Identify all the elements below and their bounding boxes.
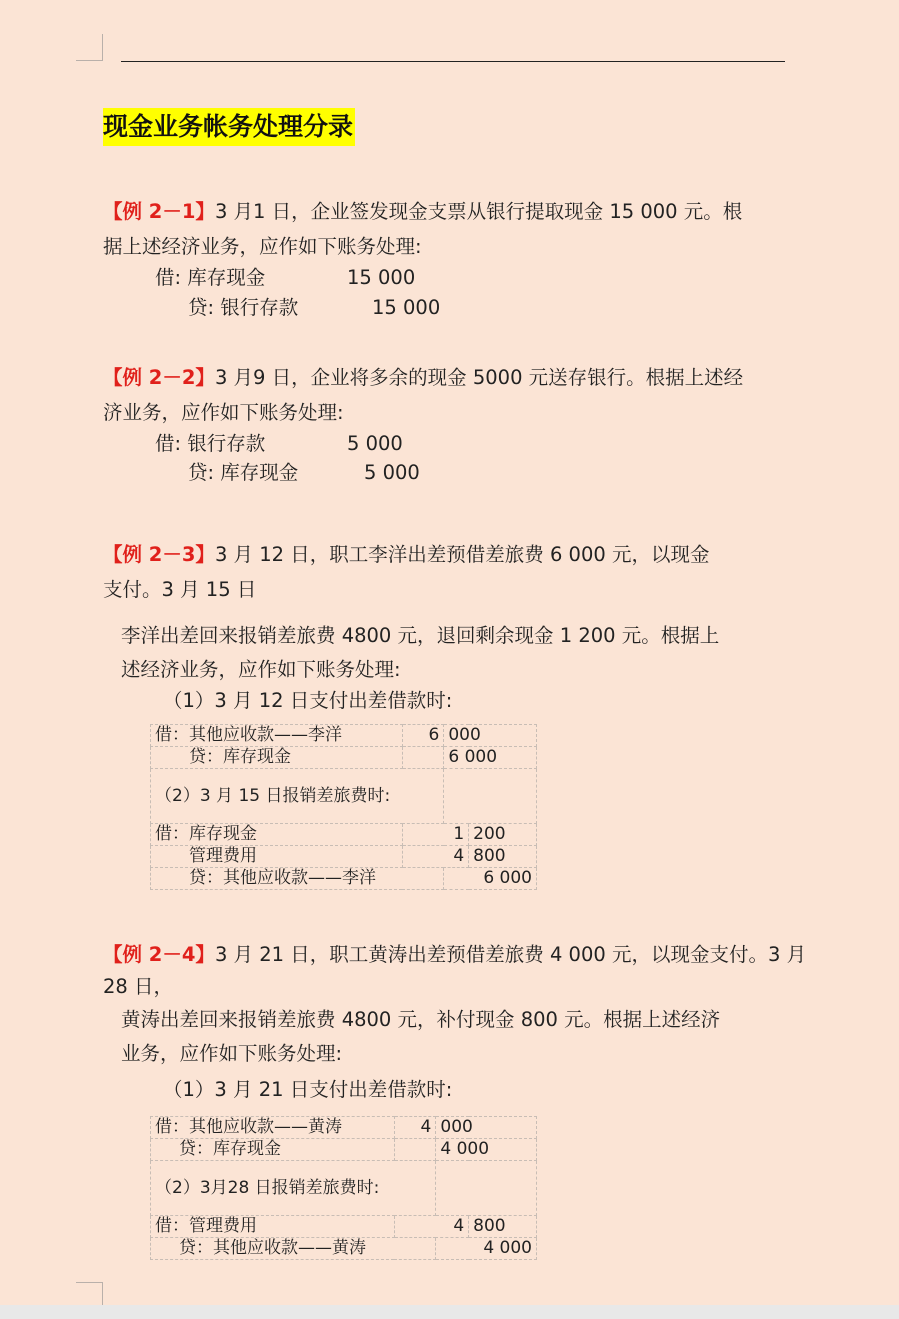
table-row: 借：库存现金 1 200 [151,824,537,846]
table-row: 管理费用 4 800 [151,846,537,868]
example-4-line-2: 28 日， [103,975,174,998]
page-corner-mark-top [76,34,103,61]
example-1-label: 【例 2－1】 [103,200,215,223]
table-row: 借：其他应收款——李洋 6 000 [151,725,537,747]
example-3-line-4: 述经济业务，应作如下账务处理: [121,658,401,681]
example-1-line-2: 据上述经济业务，应作如下账务处理: [103,235,422,258]
table-row: 贷：库存现金 4 000 [151,1139,537,1161]
example-1-credit-amount: 15 000 [372,296,441,319]
example-4-line-4: 业务，应作如下账务处理: [121,1042,343,1065]
example-3-step-1: （1）3 月 12 日支付出差借款时: [163,689,453,712]
example-3-line-2: 支付。3 月 15 日 [103,578,257,601]
table-row: 贷：其他应收款——李洋 6 000 [151,868,537,890]
header-rule [121,61,785,62]
example-1-line-1: 【例 2－1】3 月1 日，企业签发现金支票从银行提取现金 15 000 元。根 [103,200,743,223]
example-3-label: 【例 2－3】 [103,543,215,566]
example-4-line-3: 黄涛出差回来报销差旅费 4800 元，补付现金 800 元。根据上述经济 [121,1008,721,1031]
table-row: 借：管理费用 4 800 [151,1216,537,1238]
example-2-line-2: 济业务，应作如下账务处理: [103,401,344,424]
example-3-entry-table [150,724,537,890]
example-1-debit: 借: 库存现金 [155,266,266,289]
example-2-line-1: 【例 2－2】3 月9 日，企业将多余的现金 5000 元送存银行。根据上述经 [103,366,744,389]
document-title: 现金业务帐务处理分录 [103,108,355,146]
example-2-debit-amount: 5 000 [347,432,403,455]
example-4-line-1: 【例 2－4】3 月 21 日，职工黄涛出差预借差旅费 4 000 元，以现金支付。3 月 [103,943,807,966]
example-2-label: 【例 2－2】 [103,366,215,389]
table-row: 贷：其他应收款——黄涛 4 000 [151,1238,537,1260]
table-row: （2）3 月 15 日报销差旅费时: [151,769,537,824]
example-3-line-3: 李洋出差回来报销差旅费 4800 元，退回剩余现金 1 200 元。根据上 [121,624,720,647]
bottom-scroll-area [0,1305,899,1319]
table-row: 借：其他应收款——黄涛 4 000 [151,1117,537,1139]
example-4-entry-table [150,1116,537,1260]
example-3-line-1: 【例 2－3】3 月 12 日，职工李洋出差预借差旅费 6 000 元，以现金 [103,543,710,566]
table-row: （2）3月28 日报销差旅费时: [151,1161,537,1216]
example-2-credit: 贷: 库存现金 [188,461,299,484]
example-1-credit: 贷: 银行存款 [188,296,299,319]
example-4-step-1: （1）3 月 21 日支付出差借款时: [163,1078,453,1101]
example-1-debit-amount: 15 000 [347,266,416,289]
table-row: 贷：库存现金 6 000 [151,747,537,769]
example-2-debit: 借: 银行存款 [155,432,266,455]
example-2-credit-amount: 5 000 [364,461,420,484]
example-4-label: 【例 2－4】 [103,943,215,966]
